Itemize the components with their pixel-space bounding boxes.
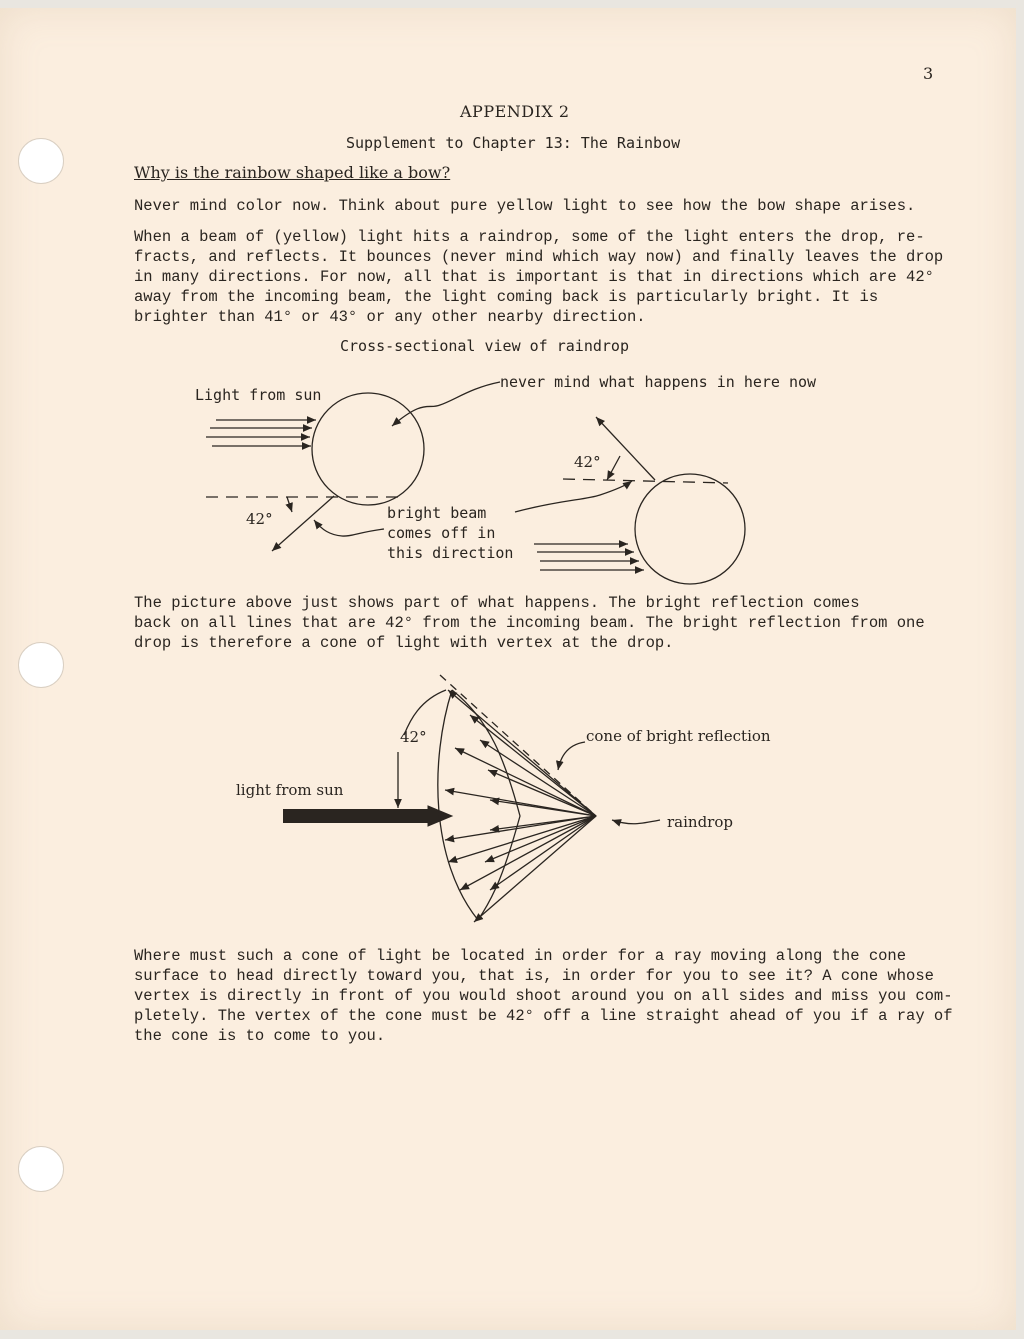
bright-beam-label-line: comes off in xyxy=(387,524,496,542)
paragraph-line: surface to head directly toward you, that is, in order for you to see it? A cone whose xyxy=(134,967,934,985)
paragraph-4 xyxy=(134,946,954,1046)
section-question: Why is the rainbow shaped like a bow? xyxy=(134,163,451,182)
bright-beam-label-line: this direction xyxy=(387,544,514,562)
light-from-sun-label-2: light from sun xyxy=(236,781,344,799)
angle-42-left-label: 42° xyxy=(246,510,273,528)
light-from-sun-label: Light from sun xyxy=(195,386,322,404)
paragraph-line: the cone is to come to you. xyxy=(134,1027,386,1045)
paragraph-line: Where must such a cone of light be located in order for a ray moving along the cone xyxy=(134,947,907,965)
never-mind-label: never mind what happens in here now xyxy=(500,373,817,391)
paragraph-line: in many directions. For now, all that is important is that in directions which are 42° xyxy=(134,268,934,286)
paragraph-line: vertex is directly in front of you would shoot around you on all sides and miss you com- xyxy=(134,987,953,1005)
raindrop-left-circle xyxy=(312,393,424,505)
cone-outline xyxy=(438,690,478,920)
paragraph-line: When a beam of (yellow) light hits a raindrop, some of the light enters the drop, re- xyxy=(134,228,925,246)
paragraph-line: drop is therefore a cone of light with vertex at the drop. xyxy=(134,634,674,652)
angle-42-right-label: 42° xyxy=(574,453,601,471)
paragraph-line: back on all lines that are 42° from the incoming beam. The bright reflection from one xyxy=(134,614,925,632)
cone-of-bright-reflection-label: cone of bright reflection xyxy=(586,727,771,745)
chapter-subheading: Supplement to Chapter 13: The Rainbow xyxy=(346,134,681,152)
page-number: 3 xyxy=(923,64,934,83)
paragraph-3 xyxy=(134,593,954,653)
appendix-heading: APPENDIX 2 xyxy=(460,102,570,121)
figure-caption: Cross-sectional view of raindrop xyxy=(340,337,629,355)
paragraph-line: The picture above just shows part of what happens. The bright reflection comes xyxy=(134,594,860,612)
raindrop-right-circle xyxy=(635,474,745,584)
paragraph-line: brighter than 41° or 43° or any other nearby direction. xyxy=(134,308,646,326)
raindrop-label: raindrop xyxy=(667,813,733,831)
angle-42-cone-label: 42° xyxy=(400,728,427,746)
paragraph-line: pletely. The vertex of the cone must be 42° off a line straight ahead of you if a ray of xyxy=(134,1007,953,1025)
paragraph-line: Never mind color now. Think about pure yellow light to see how the bow shape arises. xyxy=(134,197,916,215)
paragraph-line: away from the incoming beam, the light coming back is particularly bright. It is xyxy=(134,288,879,306)
paragraph-line: fracts, and reflects. It bounces (never mind which way now) and finally leaves the drop xyxy=(134,248,944,266)
bright-beam-label-line: bright beam xyxy=(387,504,487,522)
